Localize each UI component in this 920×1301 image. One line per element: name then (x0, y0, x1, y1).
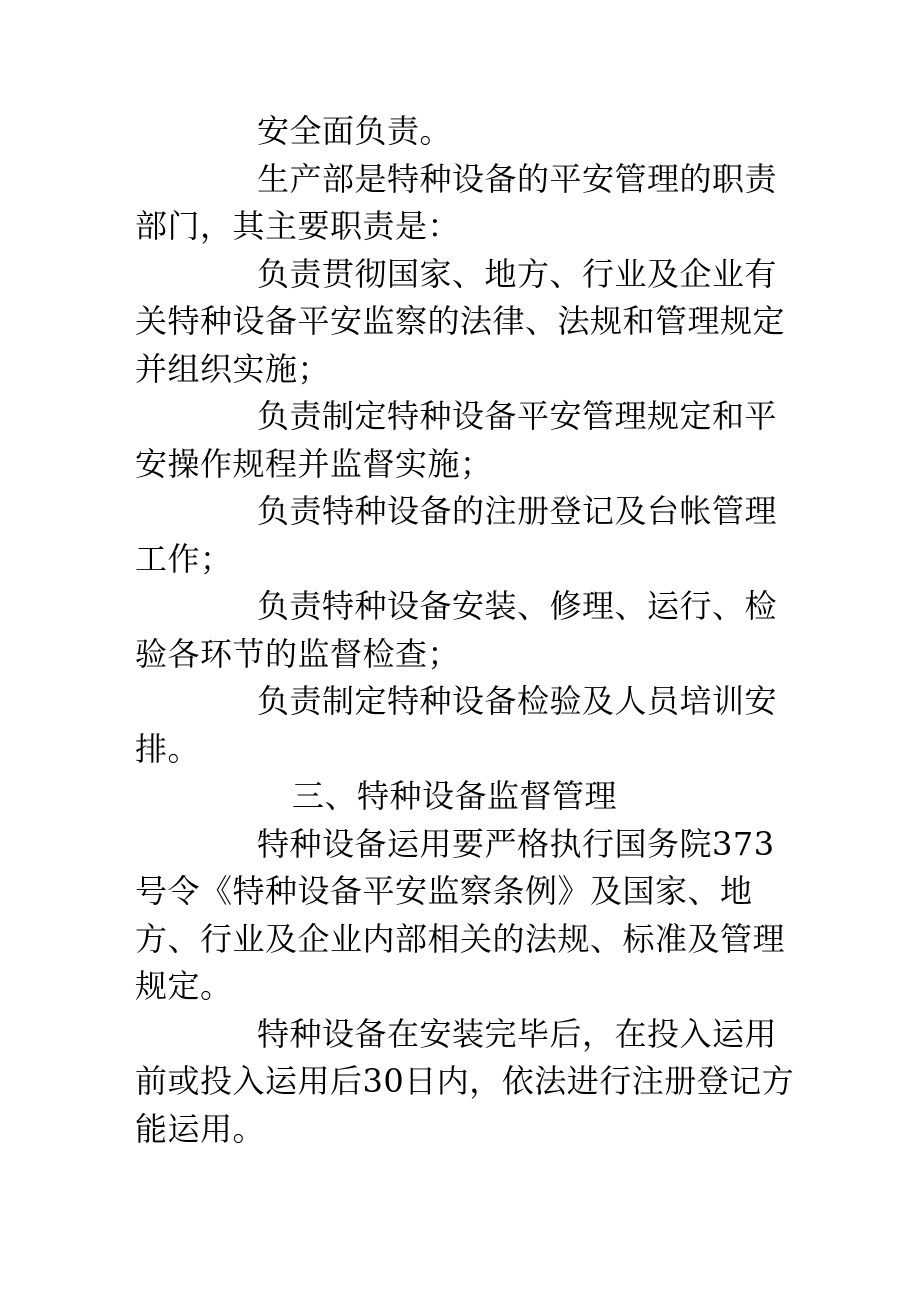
section-heading: 三、特种设备监督管理 (292, 777, 618, 815)
paragraph: 负责特种设备的注册登记及台帐管理工作； (135, 492, 778, 578)
paragraph: 负责特种设备安装、修理、运行、检验各环节的监督检查； (135, 587, 778, 673)
paragraph: 安全面负责。 (257, 112, 453, 150)
paragraph: 负责制定特种设备平安管理规定和平安操作规程并监督实施； (135, 397, 778, 483)
paragraph: 特种设备在安装完毕后，在投入运用前或投入运用后30日内，依法进行注册登记方能运用。 (135, 1014, 795, 1148)
paragraph: 生产部是特种设备的平安管理的职责部门，其主要职责是： (135, 159, 778, 245)
document-body (135, 108, 795, 1153)
paragraph: 特种设备运用要严格执行国务院373号令《特种设备平安监察条例》及国家、地方、行业及企业内部相关的法规、标准及管理规定。 (135, 824, 786, 1005)
paragraph: 负责贯彻国家、地方、行业及企业有关特种设备平安监察的法律、法规和管理规定并组织实施； (135, 254, 786, 388)
paragraph: 负责制定特种设备检验及人员培训安排。 (135, 682, 778, 768)
